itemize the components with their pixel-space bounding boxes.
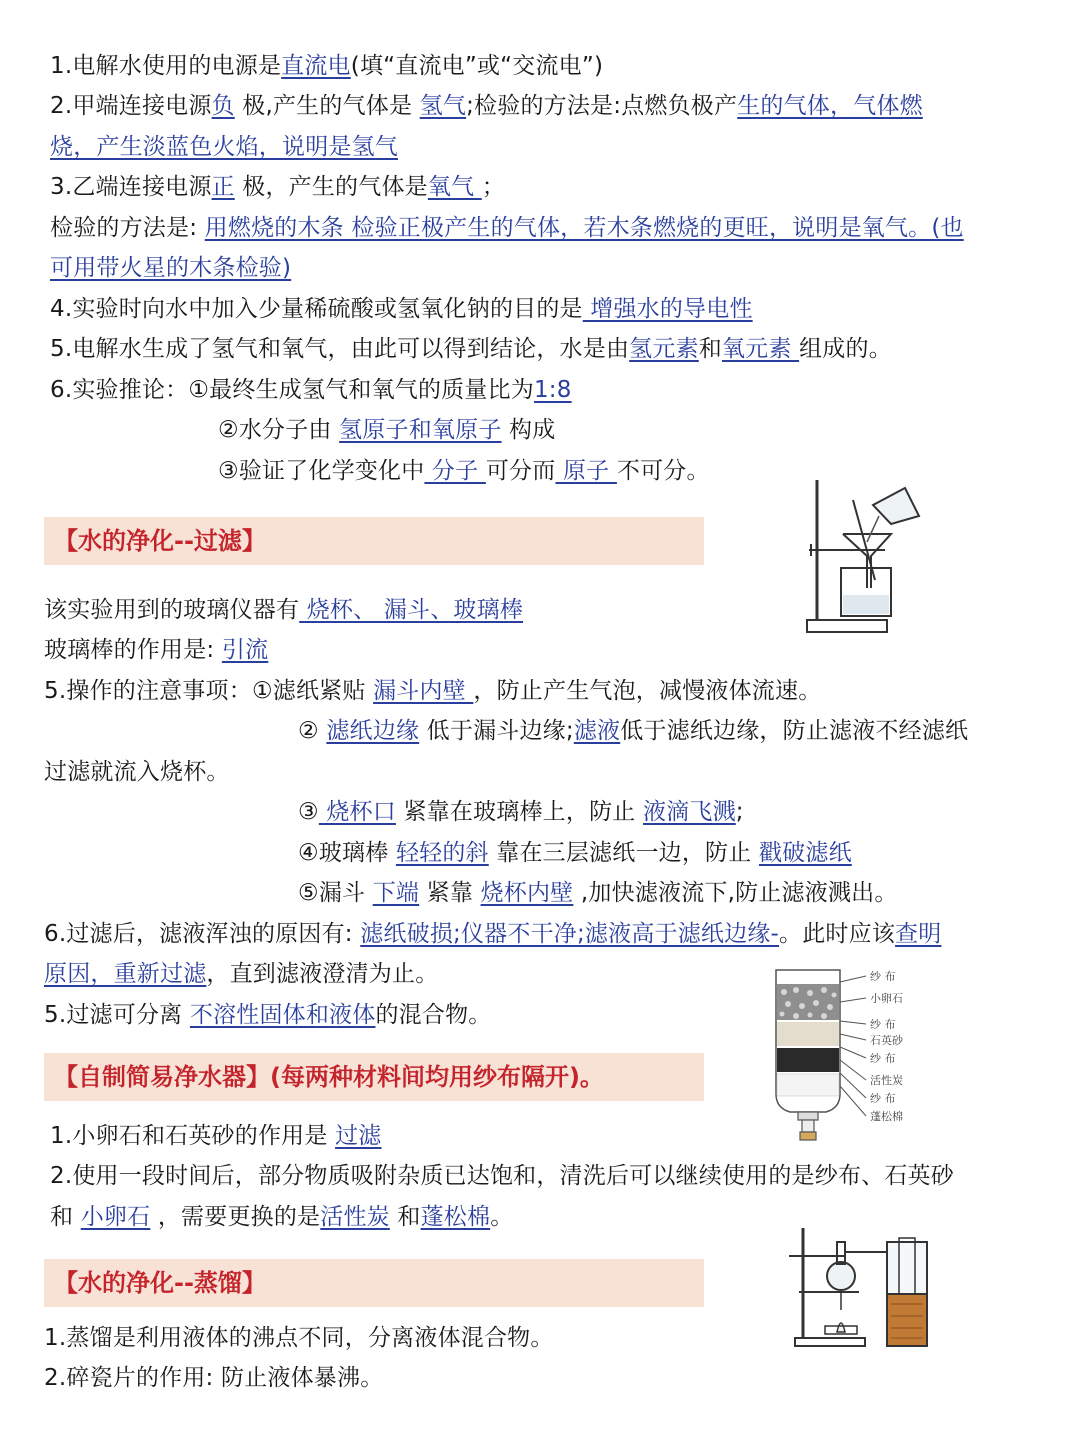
filtration-notes-3: ③ 烧杯口 紧靠在玻璃棒上，防止 液滴飞溅; [298, 799, 744, 825]
filtration-header: 【水的净化--过滤】 [44, 517, 704, 565]
water-purifier-header: 【自制简易净水器】(每两种材料间均用纱布隔开)。 [44, 1053, 704, 1101]
distillation-q1: 1.蒸馏是利用液体的沸点不同，分离液体混合物。 [44, 1325, 554, 1351]
purifier-q1: 1.小卵石和石英砂的作用是 过滤 [50, 1123, 382, 1149]
purifier-q2-cont: 和 小卵石 ，需要更换的是活性炭 和蓬松棉。 [50, 1204, 514, 1230]
purifier-label-cotton: 蓬松棉 [870, 1110, 903, 1123]
electrolysis-q4: 4.实验时向水中加入少量稀硫酸或氢氧化钠的目的是 增强水的导电性 [50, 296, 753, 322]
filtration-notes-5: ⑤漏斗 下端 紧靠 烧杯内壁 ,加快滤液流下,防止滤液溅出。 [298, 880, 898, 906]
electrolysis-q2: 2.甲端连接电源负 极,产生的气体是 氢气;检验的方法是:点燃负极产生的气体，气体燃 [50, 93, 923, 119]
purifier-label-pebbles: 小卵石 [870, 992, 903, 1005]
filtration-separates: 5.过滤可分离 不溶性固体和液体的混合物。 [44, 1002, 492, 1028]
filtration-notes-2-cont: 过滤就流入烧杯。 [44, 759, 230, 785]
filtration-glassware: 该实验用到的玻璃仪器有 烧杯、 漏斗、玻璃棒 [44, 597, 524, 623]
purifier-label-gauze-1: 纱 布 [870, 970, 896, 983]
electrolysis-q2-cont: 烧，产生淡蓝色火焰，说明是氢气 [50, 134, 398, 160]
purifier-label-quartz-sand: 石英砂 [870, 1034, 903, 1047]
filtration-apparatus-figure [795, 470, 935, 640]
simple-water-purifier-figure [770, 962, 930, 1152]
distillation-apparatus-figure [785, 1222, 945, 1352]
electrolysis-q1: 1.电解水使用的电源是直流电(填“直流电”或“交流电”) [50, 53, 604, 79]
purifier-label-gauze-2: 纱 布 [870, 1018, 896, 1031]
filtration-notes-4: ④玻璃棒 轻轻的斜 靠在三层滤纸一边，防止 戳破滤纸 [298, 840, 852, 866]
electrolysis-q6: 6.实验推论：①最终生成氢气和氧气的质量比为1:8 [50, 377, 572, 403]
filtration-glass-rod: 玻璃棒的作用是: 引流 [44, 637, 269, 663]
filtration-turbid-causes: 6.过滤后，滤液浑浊的原因有: 滤纸破损;仪器不干净;滤液高于滤纸边缘-。此时应该查明 [44, 921, 942, 947]
purifier-label-activated-carbon: 活性炭 [870, 1074, 903, 1087]
electrolysis-q6-c: ③验证了化学变化中 分子 可分而 原子 不可分。 [218, 458, 710, 484]
filtration-notes-2: ② 滤纸边缘 低于漏斗边缘;滤液低于滤纸边缘，防止滤液不经滤纸 [298, 718, 969, 744]
electrolysis-q3-test: 检验的方法是: 用燃烧的木条 检验正极产生的气体，若木条燃烧的更旺，说明是氧气。(也 [50, 215, 964, 241]
electrolysis-q5: 5.电解水生成了氢气和氧气，由此可以得到结论，水是由氢元素和氧元素 组成的。 [50, 336, 892, 362]
purifier-label-gauze-4: 纱 布 [870, 1092, 896, 1105]
electrolysis-q6-b: ②水分子由 氢原子和氧原子 构成 [218, 417, 556, 443]
purifier-label-gauze-3: 纱 布 [870, 1052, 896, 1065]
purifier-q2: 2.使用一段时间后，部分物质吸附杂质已达饱和，清洗后可以继续使用的是纱布、石英砂 [50, 1163, 954, 1189]
filtration-notes-1: 5.操作的注意事项：①滤纸紧贴 漏斗内壁 ，防止产生气泡，减慢液体流速。 [44, 678, 822, 704]
electrolysis-q3: 3.乙端连接电源正 极，产生的气体是氧气 ； [50, 174, 505, 200]
filtration-turbid-cont: 原因，重新过滤，直到滤液澄清为止。 [44, 961, 439, 987]
distillation-header: 【水的净化--蒸馏】 [44, 1259, 704, 1307]
electrolysis-q3-cont: 可用带火星的木条检验) [50, 255, 292, 281]
distillation-q2: 2.碎瓷片的作用: 防止液体暴沸。 [44, 1365, 384, 1391]
